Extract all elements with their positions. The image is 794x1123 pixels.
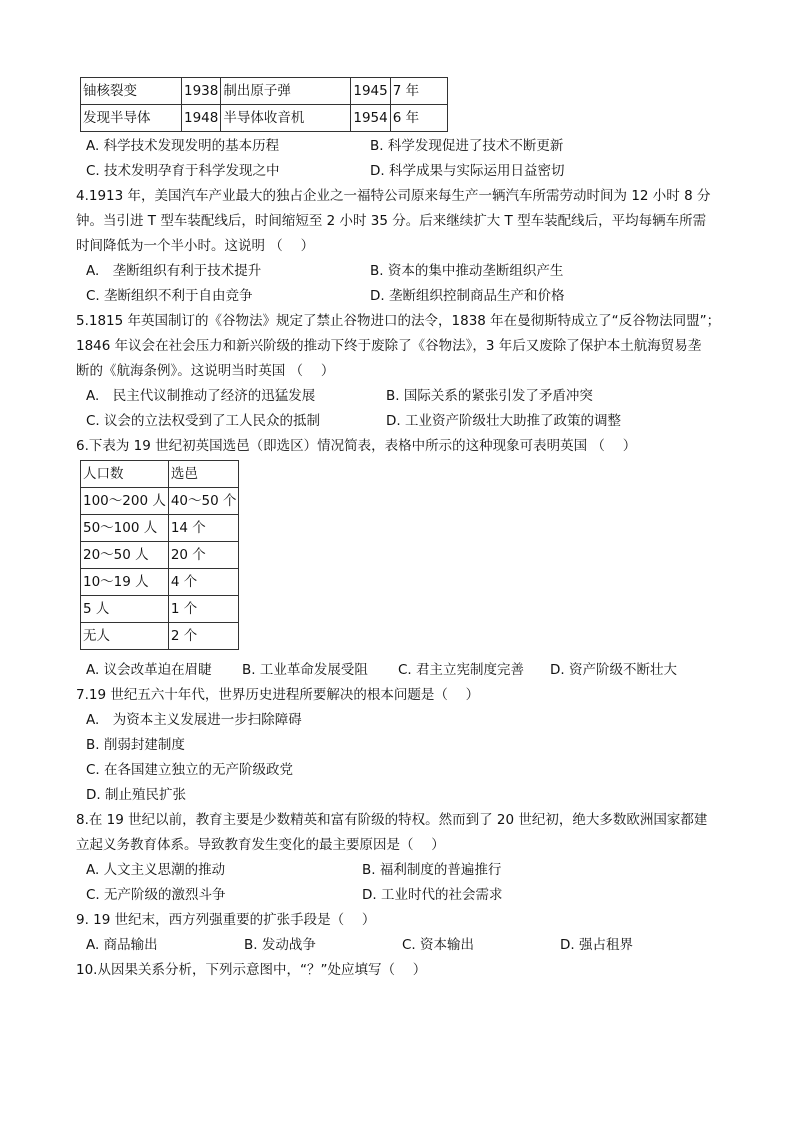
table-cell: 14 个 [168,515,239,542]
table-row [81,105,448,132]
q5-option-a: A. 民主代议制推动了经济的迅猛发展 [86,388,316,404]
table-cell: 1954 [351,105,390,132]
table-cell: 40～50 个 [168,488,239,515]
q4-stem-line1: 4.1913 年，美国汽车产业最大的独占企业之一福特公司原来每生产一辆汽车所需劳动时间为 12 小时 8 分 [76,188,711,204]
q5-stem-line3: 断的《航海条例》。这说明当时英国 （ ） [76,363,335,379]
q10-stem: 10.从因果关系分析，下列示意图中，“？”处应填写（ ） [76,962,427,978]
discovery-table [80,77,448,132]
q8-stem-line2: 立起义务教育体系。导致教育发生变化的最主要原因是（ ） [76,837,445,853]
q5-option-d: D. 工业资产阶级壮大助推了政策的调整 [386,413,621,429]
table-cell: 10～19 人 [81,569,169,596]
q9-stem: 9. 19 世纪末，西方列强重要的扩张手段是（ ） [76,912,376,928]
table-cell: 制出原子弹 [221,78,351,105]
table-cell: 发现半导体 [81,105,182,132]
q4-stem-line3: 时间降低为一个半小时。这说明 （ ） [76,238,315,254]
table-cell: 5 人 [81,596,169,623]
q4-option-b: B. 资本的集中推动垄断组织产生 [370,263,564,279]
table-row [81,515,239,542]
table-cell: 50～100 人 [81,515,169,542]
table-cell: 100～200 人 [81,488,169,515]
q4-option-d: D. 垄断组织控制商品生产和价格 [370,288,565,304]
q9-option-b: B. 发动战争 [244,937,316,953]
q3-option-c: C. 技术发明孕育于科学发现之中 [86,163,280,179]
q6-option-b: B. 工业革命发展受阻 [242,662,368,678]
q8-option-a: A. 人文主义思潮的推动 [86,862,226,878]
table-cell: 2 个 [168,623,239,650]
q5-stem-line1: 5.1815 年英国制订的《谷物法》规定了禁止谷物进口的法令，1838 年在曼彻斯特成立了“反谷物法同盟”； [76,313,721,329]
q9-option-c: C. 资本输出 [402,937,475,953]
q7-option-b: B. 削弱封建制度 [86,737,185,753]
electorate-table [80,460,239,650]
q9-option-a: A. 商品输出 [86,937,158,953]
table-row [81,78,448,105]
q6-option-c: C. 君主立宪制度完善 [398,662,525,678]
q3-option-b: B. 科学发现促进了技术不断更新 [370,138,564,154]
q5-stem-line2: 1846 年议会在社会压力和新兴阶级的推动下终于废除了《谷物法》，3 年后又废除了保护本土航海贸易垄 [76,338,702,354]
table-cell: 无人 [81,623,169,650]
table-row [81,488,239,515]
table-cell: 1945 [351,78,390,105]
q8-stem-line1: 8.在 19 世纪以前，教育主要是少数精英和富有阶级的特权。然而到了 20 世纪初，绝大多数欧洲国家都建 [76,812,708,828]
q6-stem: 6.下表为 19 世纪初英国选邑（即选区）情况简表，表格中所示的这种现象可表明英国 （ ） [76,438,637,454]
q7-stem: 7.19 世纪五六十年代，世界历史进程所要解决的根本问题是（ ） [76,687,480,703]
q9-option-d: D. 强占租界 [560,937,633,953]
table-cell: 铀核裂变 [81,78,182,105]
q4-option-c: C. 垄断组织不利于自由竞争 [86,288,253,304]
table-cell: 20～50 人 [81,542,169,569]
table-row [81,569,239,596]
q8-option-b: B. 福利制度的普遍推行 [362,862,502,878]
table-cell: 7 年 [390,78,447,105]
table-cell: 20 个 [168,542,239,569]
q7-option-c: C. 在各国建立独立的无产阶级政党 [86,762,294,778]
q8-option-c: C. 无产阶级的激烈斗争 [86,887,226,903]
table-header-cell: 人口数 [81,461,169,488]
q3-option-a: A. 科学技术发现发明的基本历程 [86,138,280,154]
q5-option-b: B. 国际关系的紧张引发了矛盾冲突 [386,388,593,404]
table-row [81,596,239,623]
table-header-cell: 选邑 [168,461,239,488]
q5-option-c: C. 议会的立法权受到了工人民众的抵制 [86,413,321,429]
q4-option-a: A. 垄断组织有利于技术提升 [86,263,262,279]
table-header-row [81,461,239,488]
table-cell: 1 个 [168,596,239,623]
table-cell: 半导体收音机 [221,105,351,132]
table-row [81,623,239,650]
table-cell: 1938 [182,78,221,105]
q7-option-a: A. 为资本主义发展进一步扫除障碍 [86,712,302,728]
q8-option-d: D. 工业时代的社会需求 [362,887,503,903]
table-cell: 4 个 [168,569,239,596]
q3-option-d: D. 科学成果与实际运用日益密切 [370,163,565,179]
q6-option-d: D. 资产阶级不断壮大 [550,662,677,678]
table-row [81,542,239,569]
q6-option-a: A. 议会改革迫在眉睫 [86,662,212,678]
q4-stem-line2: 钟。当引进 T 型车装配线后，时间缩短至 2 小时 35 分。后来继续扩大 T 型车装配线后，平均每辆车所需 [76,213,707,229]
q7-option-d: D. 制止殖民扩张 [86,787,186,803]
table-cell: 1948 [182,105,221,132]
table-cell: 6 年 [390,105,447,132]
